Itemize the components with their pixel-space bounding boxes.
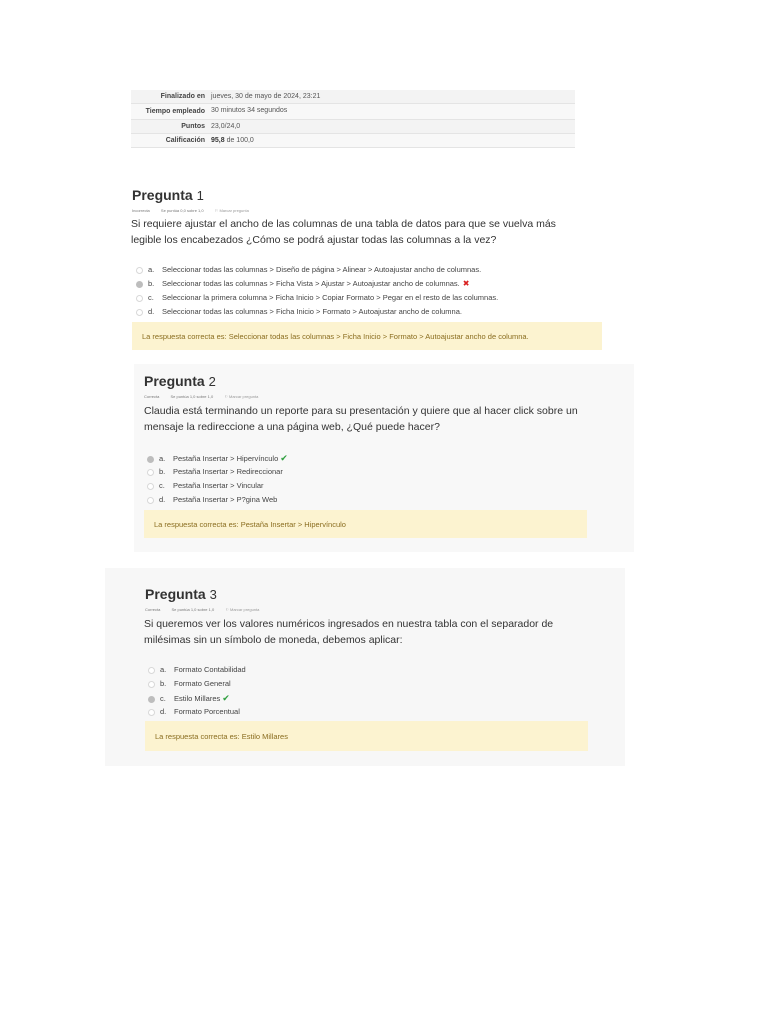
question-meta [132, 208, 269, 213]
flag-question-link[interactable]: ⚐ Marcar pregunta [224, 394, 259, 399]
option-d[interactable] [147, 493, 288, 507]
option-letter: b. [159, 467, 166, 476]
radio-button[interactable] [148, 696, 155, 703]
grade-max: de 100,0 [224, 137, 254, 144]
question-meta [144, 394, 278, 399]
grade-value: 95,8 [211, 137, 225, 144]
option-letter: d. [160, 707, 167, 716]
summary-row-time [131, 104, 575, 120]
question-number: 1 [196, 188, 204, 203]
option-letter: b. [160, 679, 167, 688]
radio-button[interactable] [148, 709, 155, 716]
option-text: Pestaña Insertar > Vincular [173, 481, 264, 490]
option-letter: a. [160, 665, 167, 674]
radio-button[interactable] [147, 497, 154, 504]
radio-button[interactable] [147, 469, 154, 476]
correct-check-icon: ✔ [280, 453, 288, 463]
answer-options [136, 263, 498, 319]
incorrect-icon: ✖ [462, 279, 470, 288]
summary-row-points [131, 120, 575, 134]
summary-row-grade [131, 134, 575, 148]
radio-button[interactable] [148, 667, 155, 674]
option-d[interactable] [136, 305, 498, 319]
option-a[interactable] [147, 451, 288, 465]
option-text: Pestaña Insertar > Hipervínculo [173, 454, 279, 463]
option-b[interactable] [148, 677, 246, 691]
option-text: Estilo Millares [174, 694, 221, 703]
radio-button[interactable] [147, 483, 154, 490]
option-a[interactable] [136, 263, 498, 277]
option-letter: c. [148, 293, 154, 302]
question-number: 3 [209, 587, 217, 602]
summary-label: Tiempo empleado [145, 108, 205, 115]
option-text: Formato Porcentual [174, 707, 240, 716]
question-title [145, 586, 217, 602]
option-c[interactable] [147, 479, 288, 493]
option-text: Pestaña Insertar > P?gina Web [173, 495, 278, 504]
attempt-summary-table [131, 90, 575, 148]
summary-label: Finalizado en [160, 93, 205, 100]
question-number: 2 [208, 374, 216, 389]
option-b[interactable] [147, 465, 288, 479]
answer-options [148, 663, 246, 719]
radio-button[interactable] [136, 295, 143, 302]
question-1 [124, 178, 610, 356]
correct-answer-feedback: La respuesta correcta es: Pestaña Insertar > Hipervínculo [144, 510, 587, 538]
option-text: Formato General [174, 679, 231, 688]
question-status: Incorrecta [132, 208, 150, 213]
correct-check-icon: ✔ [222, 693, 230, 703]
option-text: Formato Contabilidad [174, 665, 246, 674]
question-text: Si requiere ajustar el ancho de las columnas de una tabla de datos para que se vuelva más legible los encabezados ¿Cómo se podrá ajustar todas las columnas a la vez? [131, 218, 556, 246]
option-letter: d. [159, 495, 166, 504]
option-letter: b. [148, 279, 155, 288]
summary-value: 30 minutos 34 segundos [211, 107, 288, 114]
summary-value: jueves, 30 de mayo de 2024, 23:21 [211, 93, 321, 100]
option-c[interactable] [136, 291, 498, 305]
option-c[interactable] [148, 691, 246, 705]
flag-label: Marcar pregunta [229, 394, 259, 399]
question-word: Pregunta [132, 187, 193, 203]
flag-label: Marcar pregunta [230, 607, 260, 612]
answer-options [147, 451, 288, 507]
option-d[interactable] [148, 705, 246, 719]
question-status: Correcta [145, 607, 161, 612]
option-b[interactable] [136, 277, 498, 291]
question-title [144, 373, 216, 389]
option-text: Seleccionar todas las columnas > Ficha Inicio > Formato > Autoajustar ancho de columna. [162, 307, 462, 316]
question-text: Si queremos ver los valores numéricos ingresados en nuestra tabla con el separador de milésimas sin un símbolo de moneda, debemos aplicar: [144, 618, 554, 646]
correct-answer-feedback: La respuesta correcta es: Seleccionar todas las columnas > Ficha Inicio > Formato > Autoajustar ancho de columna. [132, 322, 602, 350]
question-word: Pregunta [145, 586, 206, 602]
radio-button[interactable] [136, 267, 143, 274]
summary-row-finished [131, 90, 575, 104]
correct-answer-feedback: La respuesta correcta es: Estilo Millares [145, 721, 588, 751]
radio-button[interactable] [136, 309, 143, 316]
flag-label: Marcar pregunta [219, 208, 249, 213]
option-letter: c. [160, 694, 166, 703]
radio-button[interactable] [136, 281, 143, 288]
flag-question-link[interactable]: ⚐ Marcar pregunta [214, 208, 249, 213]
option-text: Seleccionar todas las columnas > Diseño de página > Alinear > Autoajustar ancho de columnas. [162, 265, 482, 274]
option-text: Seleccionar la primera columna > Ficha Inicio > Copiar Formato > Pegar en el resto de las columnas. [162, 293, 499, 302]
option-letter: d. [148, 307, 155, 316]
question-meta [145, 607, 279, 612]
question-status: Correcta [144, 394, 160, 399]
option-text: Pestaña Insertar > Redireccionar [173, 467, 283, 476]
option-letter: c. [159, 481, 165, 490]
question-title [132, 187, 204, 203]
question-text: Claudia está terminando un reporte para su presentación y quiere que al hacer click sobre un mensaje la redireccione a una página web, ¿Qué puede hacer? [144, 405, 578, 433]
summary-value: 23,0/24,0 [211, 123, 241, 130]
question-word: Pregunta [144, 373, 205, 389]
option-text: Seleccionar todas las columnas > Ficha Vista > Ajustar > Autoajustar ancho de columnas. [162, 279, 460, 288]
option-letter: a. [159, 454, 166, 463]
summary-label: Puntos [181, 123, 205, 130]
summary-label: Calificación [165, 137, 205, 144]
question-2 [134, 364, 634, 552]
summary-value [209, 134, 575, 148]
question-score: Se puntúa 1,0 sobre 1,0 [171, 607, 215, 612]
radio-button[interactable] [147, 456, 154, 463]
question-3 [105, 568, 625, 766]
question-score: Se puntúa 0,0 sobre 1,0 [160, 208, 204, 213]
flag-question-link[interactable]: ⚐ Marcar pregunta [225, 607, 260, 612]
option-letter: a. [148, 265, 155, 274]
question-score: Se puntúa 1,0 sobre 1,0 [170, 394, 214, 399]
radio-button[interactable] [148, 681, 155, 688]
option-a[interactable] [148, 663, 246, 677]
